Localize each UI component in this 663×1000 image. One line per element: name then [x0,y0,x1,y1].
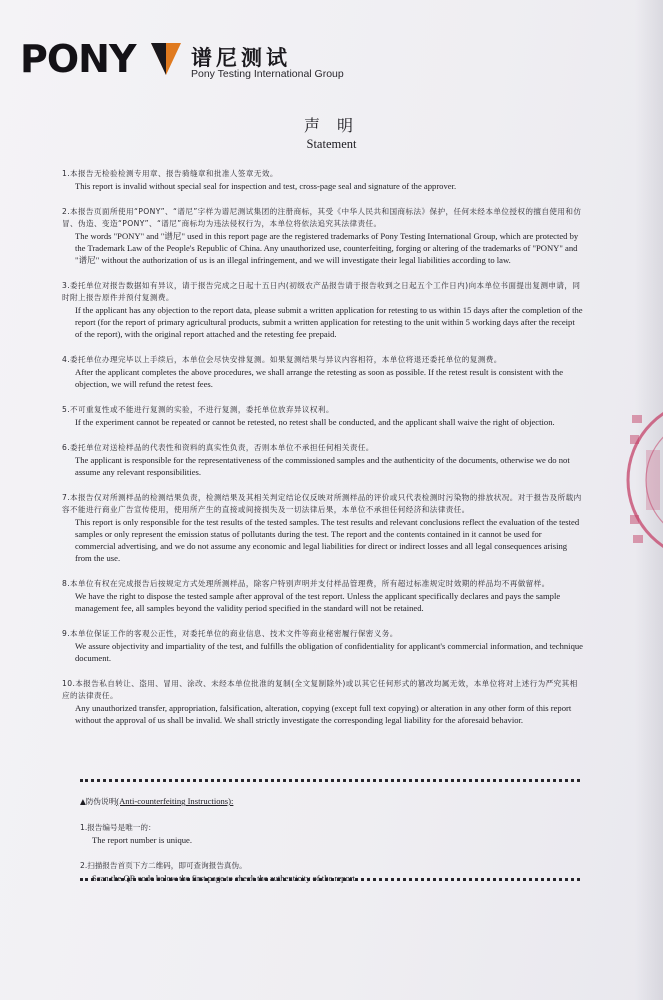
statement-en: If the experiment cannot be repeated or cannot be retested, no retest shall be conducted, and the applicant shall waive the right of objection. [75,417,555,427]
page-title-chinese: 声 明 [303,116,360,135]
statement-item-6 [62,442,584,478]
anti-item-cn: 1.报告编号是唯一的： [80,823,156,832]
anti-heading-cn: ▲防伪说明 [80,797,117,806]
statement-cn: 5.不可重复性或不能进行复测的实验，不进行复测，委托单位放弃异议权利。 [62,405,334,414]
statement-en: If the applicant has any objection to the report data, please submit a written application for retesting to us within 15 days after the completion of the report (for the report of primary agricultural products, submit a written application for retesting to the unit within 5 working days after the receipt of the report), with the original report attached and the retesting fee prepaid. [75,305,583,339]
cross-page-seal-icon [620,395,663,565]
statement-en: This report is only responsible for the test results of the tested samples. The test results and relevant conclusions reflect the evaluation of the tested samples or only represent the emission status of pollutants during the test. The report and the contents contained in it cannot be used for commercial advertising, and we do not assume any economic and legal liabilities for direct or indirect losses and all legal consequences arising from the use. [75,517,580,563]
statement-cn: 7.本报告仅对所测样品的检测结果负责，检测结果及其相关判定结论仅反映对所测样品的评价或只代表检测时污染物的排放状况。对于报告及所载内容不能进行商业广告宣传使用，使用所产生的直接或间接损失及一切法律后果，本单位不承担任何经济和法律责任。 [62,493,582,514]
statement-cn: 8.本单位有权在完成报告后按规定方式处理所测样品，除客户特别声明并支付样品管理费，所有超过标准规定时效期的样品均不再做留样。 [62,579,550,588]
anti-item-en: The report number is unique. [92,835,192,845]
statement-item-3 [62,280,584,340]
statement-en: The applicant is responsible for the representativeness of the commissioned samples and the authenticity of the documents, otherwise we do not assume any relevant responsibilities. [75,455,570,477]
anti-counterfeiting-section [80,795,580,884]
statement-en: We have the right to dispose the tested sample after approval of the test report. Unless the applicant specifically declares and pays the sample management fee, all samples beyond the validity period specified in the standard will not be retained. [75,591,561,613]
statement-item-2 [62,206,584,266]
statement-cn: 2.本报告页面所使用“PONY”、“谱尼”字样为谱尼测试集团的注册商标，其受《中华人民共和国商标法》保护，任何未经本单位授权的擅自使用和仿冒、伪造、变造“PONY”、“谱尼”商标均为违法侵权行为，本单位将依法追究其法律责任。 [62,207,582,228]
logo-chinese-name: 谱尼测试 [191,46,291,70]
statement-list [62,168,584,740]
anti-item-1 [80,822,580,846]
logo-triangle-icon [151,43,181,75]
statement-en: This report is invalid without special seal for inspection and test, cross-page seal and signature of the approver. [75,181,457,191]
dotted-divider-bottom [80,878,580,881]
statement-cn: 1.本报告无检验检测专用章、报告骑缝章和批准人签章无效。 [62,169,278,178]
statement-en: We assure objectivity and impartiality of the test, and fulfills the obligation of confidentiality for applicant's commercial information, and technique document. [75,641,583,663]
statement-cn: 4.委托单位办理完毕以上手续后，本单位会尽快安排复测。如果复测结果与异议内容相符，本单位将退还委托单位的复测费。 [62,355,502,364]
statement-cn: 3.委托单位对报告数据如有异议，请于报告完成之日起十五日内(初级农产品报告请于报告收到之日起五个工作日内)向本单位书面提出复测申请，同时附上报告原件并预付复测费。 [62,281,581,302]
statement-item-5 [62,404,584,428]
statement-cn: 9.本单位保证工作的客观公正性，对委托单位的商业信息、技术文件等商业秘密履行保密义务。 [62,629,398,638]
statement-cn: 6.委托单位对送检样品的代表性和资料的真实性负责，否则本单位不承担任何相关责任。 [62,443,374,452]
statement-item-9 [62,628,584,664]
statement-en: The words "PONY" and "谱尼" used in this report page are the registered trademarks of Pony Testing International Group, which are protected by the Trademark Law of the People's Republic of China. Any unauthorized use, counterfeiting, forging or altering of the trademarks of "PONY" and "谱尼" without the authorization of us is an illegal infringement, and we will investigate their legal liabilities according to law. [75,231,579,265]
statement-item-7 [62,492,584,564]
anti-heading-en: (Anti-counterfeiting Instructions): [116,796,234,806]
logo-wordmark: PONY [20,37,136,81]
statement-en: After the applicant completes the above procedures, we shall arrange the retesting as soon as possible. If the retest result is consistent with the objection, we will refund the retest fees. [75,367,564,389]
statement-en: Any unauthorized transfer, appropriation, falsification, alteration, copying (except full text copying) or alteration in any other form of this report without the approval of us shall be invalid. We shall strictly investigate the corresponding legal liability for the aforesaid behavior. [75,703,572,725]
anti-counterfeiting-heading [80,795,580,808]
anti-item-en: Scan the QR code below the first page to check the authenticity of the report. [92,873,358,883]
logo-english-name: Pony Testing International Group [191,68,344,80]
statement-item-1 [62,168,584,192]
company-logo [20,37,344,88]
statement-item-8 [62,578,584,614]
statement-item-10 [62,678,584,726]
statement-cn: 10.本报告私自转让、盗用、冒用、涂改、未经本单位批准的复制(全文复制除外)或以其它任何形式的篡改均属无效，本单位将对上述行为严究其相应的法律责任。 [62,679,578,700]
statement-item-4 [62,354,584,390]
dotted-divider-top [80,779,580,782]
page-title-english: Statement [306,137,357,151]
anti-item-cn: 2.扫描报告首页下方二维码，即可查询报告真伪。 [80,861,247,870]
